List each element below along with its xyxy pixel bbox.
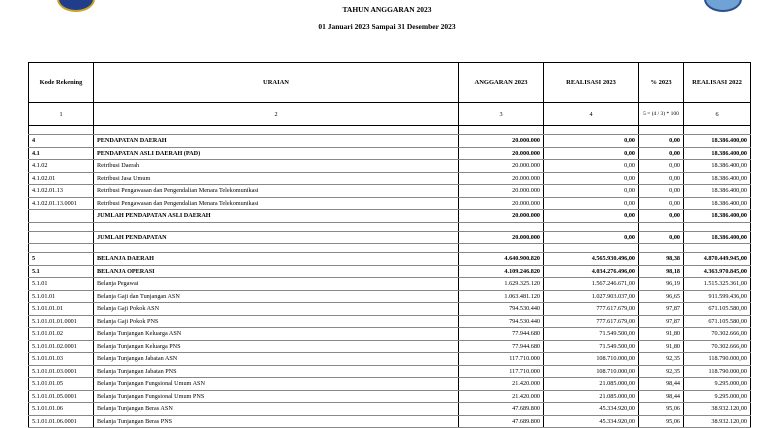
cell-realisasi-prev: 18.386.400,00 <box>684 231 751 244</box>
table-row <box>29 231 751 244</box>
spacer-cell <box>459 222 544 231</box>
table-row <box>29 315 751 328</box>
cell-kode: 5.1 <box>29 265 94 278</box>
cell-uraian: Belanja Tunjangan Jabatan ASN <box>94 353 459 366</box>
cell-uraian: Belanja Pegawai <box>94 278 459 291</box>
table-row <box>29 290 751 303</box>
cell-realisasi: 108.710.000,00 <box>544 353 639 366</box>
cell-uraian: Belanja Tunjangan Beras PNS <box>94 415 459 428</box>
cell-kode: 4 <box>29 135 94 148</box>
table-row <box>29 365 751 378</box>
spacer-cell <box>639 222 684 231</box>
cell-anggaran: 794.530.440 <box>459 315 544 328</box>
cell-uraian: Belanja Tunjangan Beras ASN <box>94 403 459 416</box>
cell-persen: 0,00 <box>639 172 684 185</box>
cell-realisasi-prev: 18.386.400,00 <box>684 197 751 210</box>
table-row <box>29 390 751 403</box>
cell-anggaran: 117.710.000 <box>459 353 544 366</box>
cell-anggaran: 20.000.000 <box>459 231 544 244</box>
cell-realisasi: 1.567.246.671,00 <box>544 278 639 291</box>
cell-realisasi-prev: 9.295.000,00 <box>684 378 751 391</box>
cell-realisasi: 777.617.679,00 <box>544 303 639 316</box>
cell-uraian: Retribusi Pengawasan dan Pengendalian Menara Telekomunikasi <box>94 197 459 210</box>
header-uraian: URAIAN <box>94 63 459 103</box>
cell-kode <box>29 210 94 223</box>
cell-persen: 0,00 <box>639 197 684 210</box>
cell-realisasi-prev: 18.386.400,00 <box>684 185 751 198</box>
cell-persen: 0,00 <box>639 231 684 244</box>
spacer-cell <box>459 244 544 253</box>
cell-kode: 5.1.01.01.06 <box>29 403 94 416</box>
cell-realisasi: 4.565.930.496,00 <box>544 253 639 266</box>
cell-realisasi-prev: 18.386.400,00 <box>684 160 751 173</box>
cell-anggaran: 77.944.680 <box>459 340 544 353</box>
table-row <box>29 403 751 416</box>
cell-persen: 92,35 <box>639 365 684 378</box>
cell-realisasi-prev: 38.932.120,00 <box>684 403 751 416</box>
table-row <box>29 197 751 210</box>
cell-persen: 91,80 <box>639 328 684 341</box>
spacer-row <box>29 126 751 135</box>
cell-persen: 0,00 <box>639 135 684 148</box>
cell-persen: 0,00 <box>639 210 684 223</box>
spacer-cell <box>94 244 459 253</box>
cell-kode: 5.1.01.01 <box>29 290 94 303</box>
table-row <box>29 160 751 173</box>
report-year-title: TAHUN ANGGARAN 2023 <box>342 5 432 14</box>
cell-uraian: Belanja Tunjangan Keluarga ASN <box>94 328 459 341</box>
cell-realisasi-prev: 1.515.325.361,00 <box>684 278 751 291</box>
spacer-cell <box>684 126 751 135</box>
cell-kode: 4.1 <box>29 147 94 160</box>
column-number: 4 <box>544 103 639 126</box>
cell-realisasi: 21.085.000,00 <box>544 390 639 403</box>
cell-anggaran: 47.689.800 <box>459 415 544 428</box>
cell-kode: 5.1.01.01.03.0001 <box>29 365 94 378</box>
spacer-cell <box>29 222 94 231</box>
cell-realisasi: 0,00 <box>544 197 639 210</box>
column-number: 1 <box>29 103 94 126</box>
header-realisasi: REALISASI 2023 <box>544 63 639 103</box>
spacer-cell <box>29 244 94 253</box>
cell-persen: 96,65 <box>639 290 684 303</box>
cell-persen: 95,06 <box>639 403 684 416</box>
cell-anggaran: 20.000.000 <box>459 210 544 223</box>
cell-persen: 98,44 <box>639 378 684 391</box>
cell-uraian: Belanja Gaji dan Tunjangan ASN <box>94 290 459 303</box>
header-anggaran: ANGGARAN 2023 <box>459 63 544 103</box>
cell-kode: 4.1.02.01 <box>29 172 94 185</box>
cell-kode: 5.1.01 <box>29 278 94 291</box>
cell-realisasi-prev: 671.105.580,00 <box>684 315 751 328</box>
cell-realisasi-prev: 4.870.449.945,00 <box>684 253 751 266</box>
cell-realisasi: 108.710.000,00 <box>544 365 639 378</box>
cell-uraian: Retribusi Pengawasan dan Pengendalian Menara Telekomunikasi <box>94 185 459 198</box>
cell-uraian: Belanja Gaji Pokok PNS <box>94 315 459 328</box>
cell-persen: 95,06 <box>639 415 684 428</box>
cell-kode: 5.1.01.01.01.0001 <box>29 315 94 328</box>
cell-anggaran: 4.640.900.820 <box>459 253 544 266</box>
cell-anggaran: 1.629.325.120 <box>459 278 544 291</box>
cell-anggaran: 21.420.000 <box>459 378 544 391</box>
table-row <box>29 210 751 223</box>
cell-realisasi: 0,00 <box>544 185 639 198</box>
cell-uraian: Retribusi Daerah <box>94 160 459 173</box>
cell-kode: 5.1.01.01.05 <box>29 378 94 391</box>
spacer-cell <box>544 244 639 253</box>
cell-kode: 4.1.02 <box>29 160 94 173</box>
cell-persen: 0,00 <box>639 160 684 173</box>
cell-kode: 4.1.02.01.13.0001 <box>29 197 94 210</box>
cell-uraian: BELANJA DAERAH <box>94 253 459 266</box>
cell-kode: 5.1.01.01.05.0001 <box>29 390 94 403</box>
spacer-cell <box>94 222 459 231</box>
cell-realisasi-prev: 18.386.400,00 <box>684 172 751 185</box>
table-row <box>29 378 751 391</box>
cell-persen: 98,38 <box>639 253 684 266</box>
column-number: 5 = (4 / 3) * 100 <box>639 103 684 126</box>
cell-realisasi: 0,00 <box>544 135 639 148</box>
spacer-cell <box>544 222 639 231</box>
cell-realisasi: 71.549.500,00 <box>544 328 639 341</box>
cell-persen: 92,35 <box>639 353 684 366</box>
table-row <box>29 185 751 198</box>
cell-uraian: Belanja Tunjangan Fungsional Umum ASN <box>94 378 459 391</box>
cell-persen: 98,44 <box>639 390 684 403</box>
cell-realisasi-prev: 18.386.400,00 <box>684 135 751 148</box>
spacer-cell <box>639 126 684 135</box>
cell-realisasi-prev: 118.790.000,00 <box>684 365 751 378</box>
spacer-cell <box>544 126 639 135</box>
table-row <box>29 147 751 160</box>
cell-realisasi: 0,00 <box>544 147 639 160</box>
cell-anggaran: 20.000.000 <box>459 172 544 185</box>
cell-anggaran: 117.710.000 <box>459 365 544 378</box>
table-row <box>29 415 751 428</box>
cell-anggaran: 47.689.800 <box>459 403 544 416</box>
cell-realisasi: 4.034.276.496,00 <box>544 265 639 278</box>
cell-persen: 0,00 <box>639 147 684 160</box>
cell-anggaran: 21.420.000 <box>459 390 544 403</box>
cell-realisasi: 71.549.500,00 <box>544 340 639 353</box>
cell-realisasi: 1.027.903.037,00 <box>544 290 639 303</box>
cell-realisasi-prev: 70.302.666,00 <box>684 328 751 341</box>
cell-uraian: JUMLAH PENDAPATAN ASLI DAERAH <box>94 210 459 223</box>
cell-uraian: Retribusi Jasa Umum <box>94 172 459 185</box>
cell-persen: 98,18 <box>639 265 684 278</box>
spacer-row <box>29 244 751 253</box>
cell-uraian: Belanja Tunjangan Fungsional Umum PNS <box>94 390 459 403</box>
cell-uraian: Belanja Tunjangan Keluarga PNS <box>94 340 459 353</box>
cell-anggaran: 20.000.000 <box>459 197 544 210</box>
table-row <box>29 303 751 316</box>
cell-anggaran: 794.530.440 <box>459 303 544 316</box>
table-row <box>29 135 751 148</box>
spacer-row <box>29 222 751 231</box>
cell-uraian: PENDAPATAN ASLI DAERAH (PAD) <box>94 147 459 160</box>
report-period: 01 Januari 2023 Sampai 31 Desember 2023 <box>318 22 456 31</box>
table-row <box>29 172 751 185</box>
cell-realisasi-prev: 18.386.400,00 <box>684 210 751 223</box>
cell-kode: 5.1.01.01.06.0001 <box>29 415 94 428</box>
column-number-row <box>29 103 751 126</box>
cell-realisasi-prev: 9.295.000,00 <box>684 390 751 403</box>
spacer-cell <box>459 126 544 135</box>
cell-realisasi-prev: 911.599.436,00 <box>684 290 751 303</box>
cell-kode: 4.1.02.01.13 <box>29 185 94 198</box>
cell-anggaran: 20.000.000 <box>459 147 544 160</box>
cell-realisasi: 0,00 <box>544 231 639 244</box>
cell-kode: 5.1.01.01.02.0001 <box>29 340 94 353</box>
cell-realisasi: 0,00 <box>544 210 639 223</box>
column-number: 6 <box>684 103 751 126</box>
cell-anggaran: 4.109.246.820 <box>459 265 544 278</box>
spacer-cell <box>94 126 459 135</box>
spacer-cell <box>639 244 684 253</box>
header-kode-rekening: Kode Rekening <box>29 63 94 103</box>
cell-anggaran: 77.944.680 <box>459 328 544 341</box>
cell-persen: 97,87 <box>639 315 684 328</box>
cell-persen: 97,87 <box>639 303 684 316</box>
cell-uraian: JUMLAH PENDAPATAN <box>94 231 459 244</box>
cell-kode: 5.1.01.01.02 <box>29 328 94 341</box>
cell-realisasi-prev: 38.932.120,00 <box>684 415 751 428</box>
cell-persen: 0,00 <box>639 185 684 198</box>
cell-kode: 5.1.01.01.01 <box>29 303 94 316</box>
cell-realisasi: 45.334.920,00 <box>544 403 639 416</box>
cell-uraian: BELANJA OPERASI <box>94 265 459 278</box>
spacer-cell <box>684 244 751 253</box>
cell-realisasi: 0,00 <box>544 160 639 173</box>
cell-realisasi-prev: 118.790.000,00 <box>684 353 751 366</box>
cell-realisasi: 45.334.920,00 <box>544 415 639 428</box>
table-row <box>29 353 751 366</box>
cell-realisasi-prev: 4.363.970.845,00 <box>684 265 751 278</box>
cell-realisasi-prev: 18.386.400,00 <box>684 147 751 160</box>
column-number: 3 <box>459 103 544 126</box>
cell-uraian: Belanja Tunjangan Jabatan PNS <box>94 365 459 378</box>
cell-kode <box>29 231 94 244</box>
cell-persen: 96,19 <box>639 278 684 291</box>
table-row <box>29 328 751 341</box>
cell-anggaran: 20.000.000 <box>459 160 544 173</box>
cell-realisasi-prev: 70.302.666,00 <box>684 340 751 353</box>
column-number: 2 <box>94 103 459 126</box>
cell-realisasi-prev: 671.105.580,00 <box>684 303 751 316</box>
table-row <box>29 265 751 278</box>
cell-realisasi: 777.617.679,00 <box>544 315 639 328</box>
cell-kode: 5.1.01.01.03 <box>29 353 94 366</box>
spacer-cell <box>29 126 94 135</box>
cell-uraian: Belanja Gaji Pokok ASN <box>94 303 459 316</box>
cell-anggaran: 20.000.000 <box>459 135 544 148</box>
cell-anggaran: 1.063.481.120 <box>459 290 544 303</box>
cell-kode: 5 <box>29 253 94 266</box>
cell-uraian: PENDAPATAN DAERAH <box>94 135 459 148</box>
spacer-cell <box>684 222 751 231</box>
cell-anggaran: 20.000.000 <box>459 185 544 198</box>
budget-realization-table <box>28 62 751 428</box>
cell-realisasi: 0,00 <box>544 172 639 185</box>
header-realisasi-prev: REALISASI 2022 <box>684 63 751 103</box>
cell-realisasi: 21.085.000,00 <box>544 378 639 391</box>
table-row <box>29 340 751 353</box>
cell-persen: 91,80 <box>639 340 684 353</box>
table-row <box>29 278 751 291</box>
header-persen: % 2023 <box>639 63 684 103</box>
table-row <box>29 253 751 266</box>
